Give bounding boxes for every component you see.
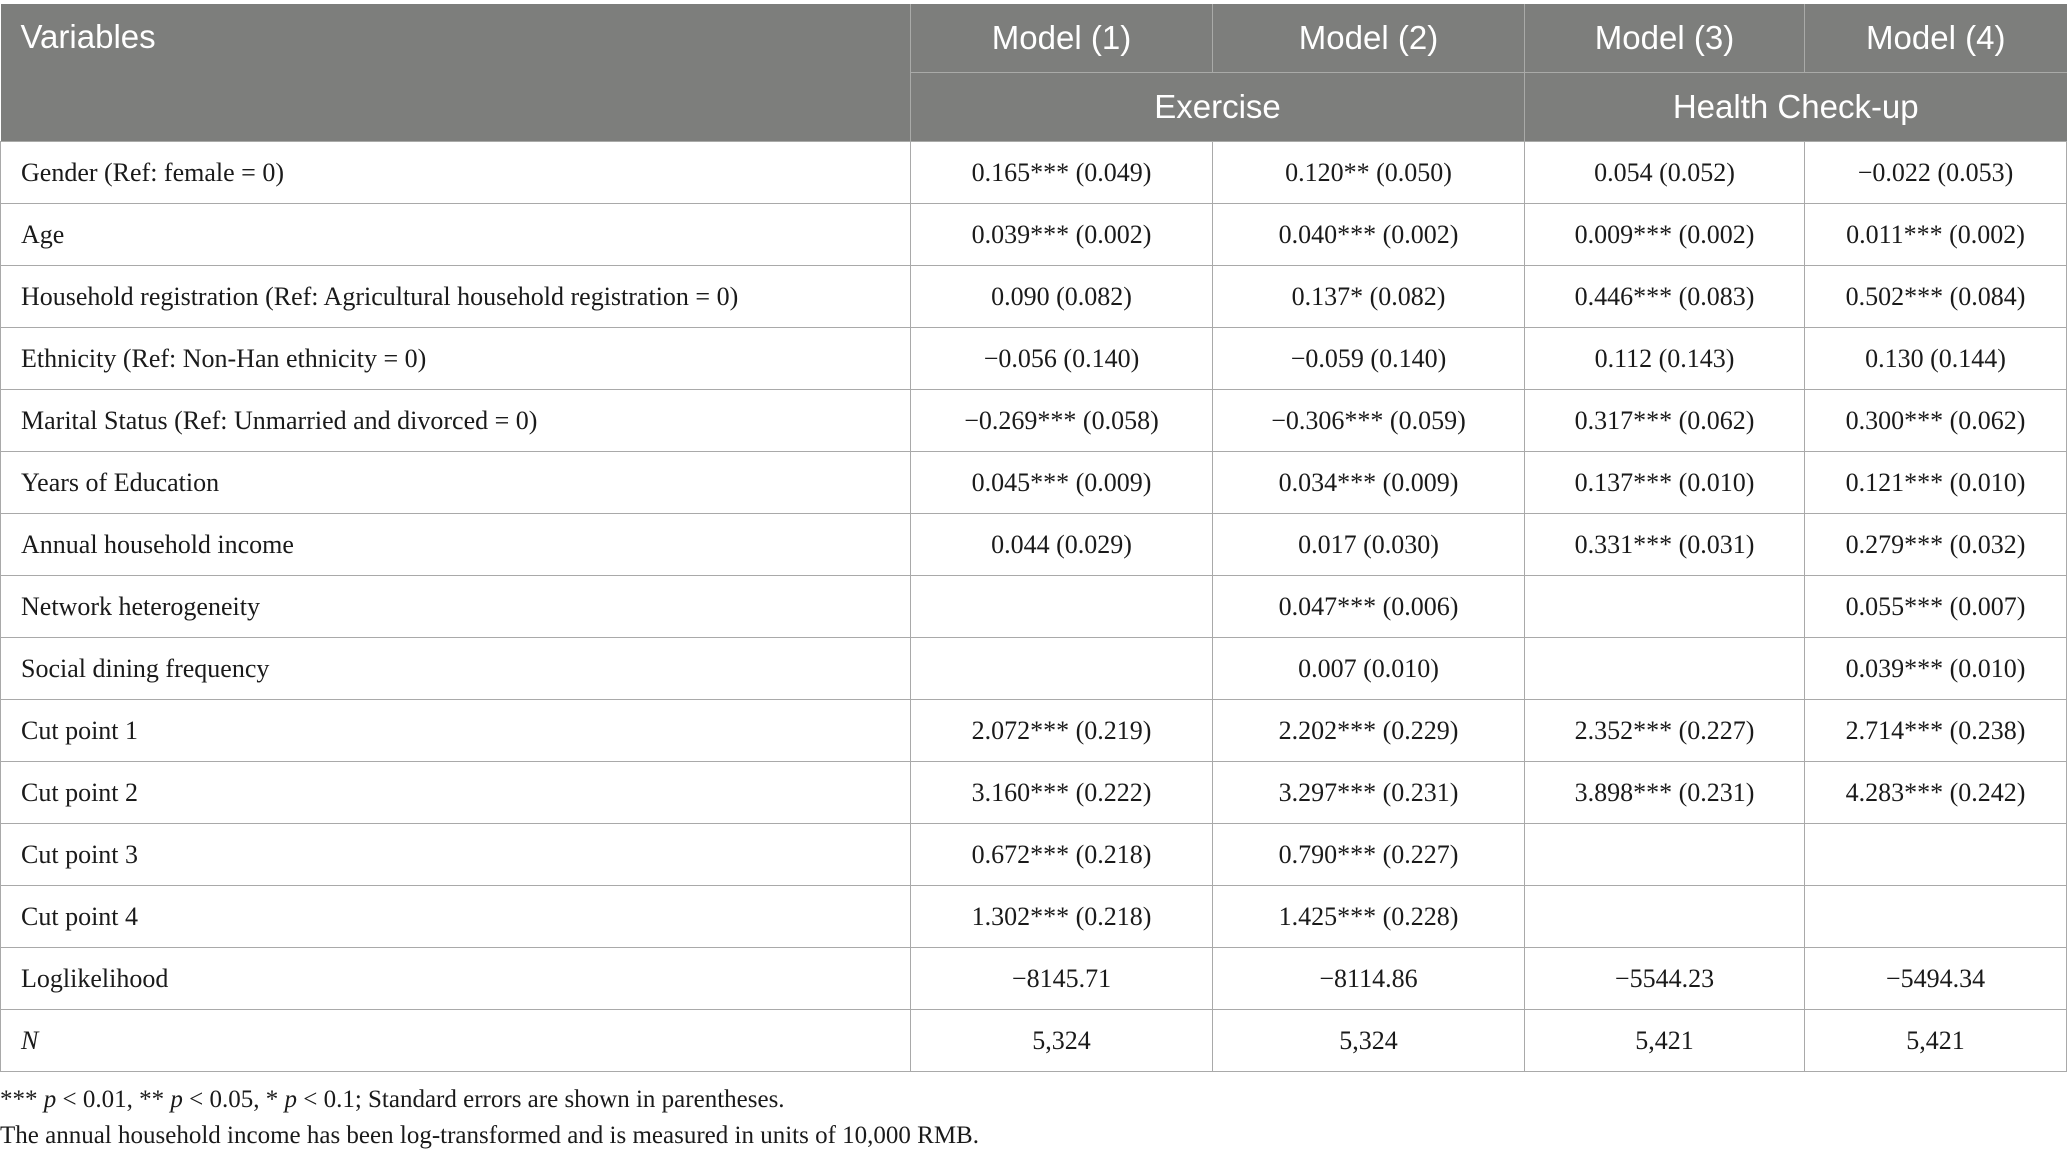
model-4-cell: −0.022 (0.053) — [1805, 142, 2067, 204]
row-label: Marital Status (Ref: Unmarried and divorced = 0) — [1, 390, 911, 452]
model-1-cell — [911, 576, 1213, 638]
model-3-cell: 0.112 (0.143) — [1525, 328, 1805, 390]
row-label: Annual household income — [1, 514, 911, 576]
model-1-header: Model (1) — [911, 4, 1213, 73]
table-row — [1, 576, 2067, 638]
model-3-cell: 0.331*** (0.031) — [1525, 514, 1805, 576]
model-1-cell — [911, 638, 1213, 700]
model-2-cell: 0.137* (0.082) — [1213, 266, 1525, 328]
model-1-cell: 2.072*** (0.219) — [911, 700, 1213, 762]
model-3-cell: 0.054 (0.052) — [1525, 142, 1805, 204]
model-3-header: Model (3) — [1525, 4, 1805, 73]
row-label: Household registration (Ref: Agricultural household registration = 0) — [1, 266, 911, 328]
model-3-cell: 0.009*** (0.002) — [1525, 204, 1805, 266]
row-label: Loglikelihood — [1, 948, 911, 1010]
table-row — [1, 328, 2067, 390]
model-3-cell: −5544.23 — [1525, 948, 1805, 1010]
table-row — [1, 700, 2067, 762]
model-1-cell: 0.045*** (0.009) — [911, 452, 1213, 514]
model-4-cell: 5,421 — [1805, 1010, 2067, 1072]
row-label: Years of Education — [1, 452, 911, 514]
model-3-cell: 3.898*** (0.231) — [1525, 762, 1805, 824]
model-2-cell: 0.017 (0.030) — [1213, 514, 1525, 576]
table-row — [1, 390, 2067, 452]
table-row — [1, 638, 2067, 700]
regression-table — [0, 4, 2067, 1072]
model-3-cell — [1525, 576, 1805, 638]
model-1-cell: 3.160*** (0.222) — [911, 762, 1213, 824]
model-4-cell: 0.130 (0.144) — [1805, 328, 2067, 390]
model-4-cell — [1805, 886, 2067, 948]
table-notes — [0, 1082, 979, 1154]
model-2-header: Model (2) — [1213, 4, 1525, 73]
model-2-cell: −0.059 (0.140) — [1213, 328, 1525, 390]
model-2-cell: 3.297*** (0.231) — [1213, 762, 1525, 824]
model-4-cell: 0.011*** (0.002) — [1805, 204, 2067, 266]
model-4-cell: 2.714*** (0.238) — [1805, 700, 2067, 762]
health-checkup-group-header: Health Check-up — [1525, 73, 2067, 142]
model-3-cell — [1525, 886, 1805, 948]
table-row — [1, 1010, 2067, 1072]
model-4-cell — [1805, 824, 2067, 886]
model-1-cell: 5,324 — [911, 1010, 1213, 1072]
model-2-cell: 0.034*** (0.009) — [1213, 452, 1525, 514]
table-row — [1, 266, 2067, 328]
income-note: The annual household income has been log-transformed and is measured in units of 10,000 RMB. — [0, 1122, 979, 1149]
table-header — [1, 4, 2067, 142]
model-1-cell: 1.302*** (0.218) — [911, 886, 1213, 948]
table-row — [1, 142, 2067, 204]
model-4-cell: 0.502*** (0.084) — [1805, 266, 2067, 328]
row-label: Cut point 2 — [1, 762, 911, 824]
table-row — [1, 824, 2067, 886]
table-body — [1, 142, 2067, 1072]
row-label: Ethnicity (Ref: Non-Han ethnicity = 0) — [1, 328, 911, 390]
model-4-cell: −5494.34 — [1805, 948, 2067, 1010]
table-row — [1, 948, 2067, 1010]
model-4-cell: 0.300*** (0.062) — [1805, 390, 2067, 452]
model-1-cell: 0.672*** (0.218) — [911, 824, 1213, 886]
model-2-cell: 0.120** (0.050) — [1213, 142, 1525, 204]
model-3-cell — [1525, 638, 1805, 700]
model-3-cell: 5,421 — [1525, 1010, 1805, 1072]
model-4-header: Model (4) — [1805, 4, 2067, 73]
exercise-group-header: Exercise — [911, 73, 1525, 142]
table-row — [1, 514, 2067, 576]
model-4-cell: 0.055*** (0.007) — [1805, 576, 2067, 638]
model-4-cell: 0.121*** (0.010) — [1805, 452, 2067, 514]
model-2-cell: 0.040*** (0.002) — [1213, 204, 1525, 266]
row-label: Cut point 3 — [1, 824, 911, 886]
table-row — [1, 762, 2067, 824]
row-label: Social dining frequency — [1, 638, 911, 700]
row-label: Age — [1, 204, 911, 266]
model-2-cell: 5,324 — [1213, 1010, 1525, 1072]
model-2-cell: −0.306*** (0.059) — [1213, 390, 1525, 452]
model-1-cell: 0.044 (0.029) — [911, 514, 1213, 576]
model-4-cell: 0.039*** (0.010) — [1805, 638, 2067, 700]
model-3-cell — [1525, 824, 1805, 886]
table-row — [1, 452, 2067, 514]
model-1-cell: 0.165*** (0.049) — [911, 142, 1213, 204]
model-1-cell: −0.056 (0.140) — [911, 328, 1213, 390]
row-label: Cut point 1 — [1, 700, 911, 762]
variables-header: Variables — [1, 4, 911, 142]
row-label: Cut point 4 — [1, 886, 911, 948]
model-2-cell: 0.047*** (0.006) — [1213, 576, 1525, 638]
row-label: Gender (Ref: female = 0) — [1, 142, 911, 204]
row-label: Network heterogeneity — [1, 576, 911, 638]
model-2-cell: −8114.86 — [1213, 948, 1525, 1010]
model-4-cell: 4.283*** (0.242) — [1805, 762, 2067, 824]
model-2-cell: 2.202*** (0.229) — [1213, 700, 1525, 762]
model-2-cell: 1.425*** (0.228) — [1213, 886, 1525, 948]
model-2-cell: 0.007 (0.010) — [1213, 638, 1525, 700]
model-3-cell: 0.317*** (0.062) — [1525, 390, 1805, 452]
table-row — [1, 886, 2067, 948]
row-label: N — [1, 1010, 911, 1072]
model-3-cell: 0.137*** (0.010) — [1525, 452, 1805, 514]
table-row — [1, 204, 2067, 266]
model-1-cell: −8145.71 — [911, 948, 1213, 1010]
regression-table-container — [0, 4, 2066, 1072]
model-4-cell: 0.279*** (0.032) — [1805, 514, 2067, 576]
model-3-cell: 0.446*** (0.083) — [1525, 266, 1805, 328]
model-1-cell: 0.039*** (0.002) — [911, 204, 1213, 266]
significance-note: *** p < 0.01, ** p < 0.05, * p < 0.1; Standard errors are shown in parentheses. — [0, 1086, 785, 1113]
model-3-cell: 2.352*** (0.227) — [1525, 700, 1805, 762]
model-1-cell: 0.090 (0.082) — [911, 266, 1213, 328]
model-1-cell: −0.269*** (0.058) — [911, 390, 1213, 452]
model-2-cell: 0.790*** (0.227) — [1213, 824, 1525, 886]
